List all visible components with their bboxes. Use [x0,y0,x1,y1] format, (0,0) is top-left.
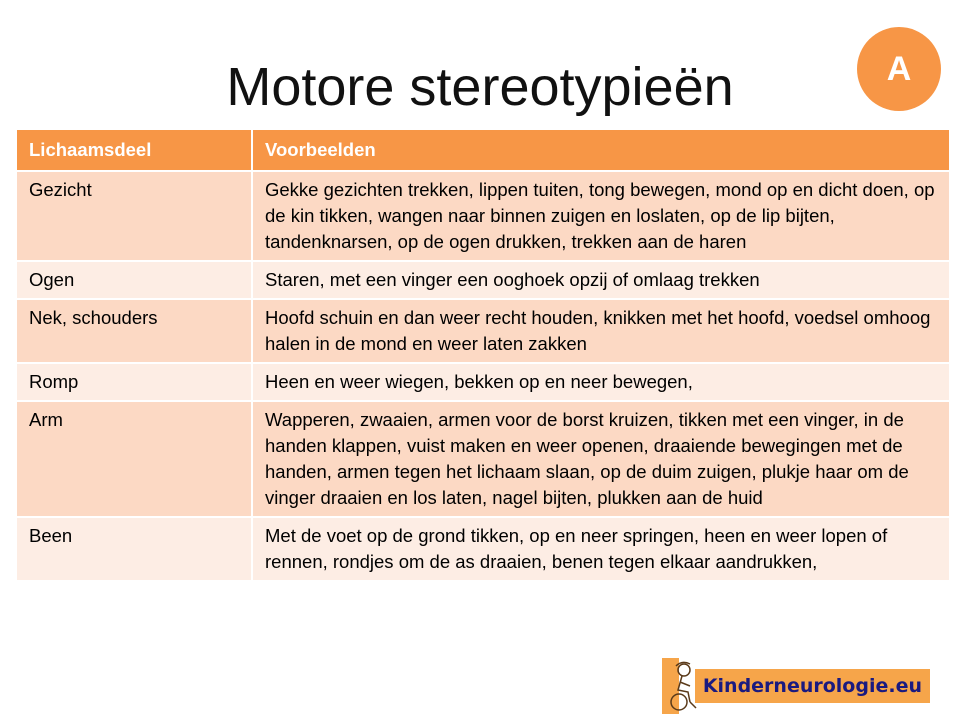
cell-examples: Staren, met een vinger een ooghoek opzij of omlaag trekken [252,261,949,299]
table-row [17,401,949,517]
logo-text: Kinderneurologie.eu [695,669,930,703]
table-row [17,171,949,261]
cell-examples: Hoofd schuin en dan weer recht houden, knikken met het hoofd, voedsel omhoog halen in de mond en weer laten zakken [252,299,949,363]
cell-body-part: Romp [17,363,252,401]
cell-examples: Wapperen, zwaaien, armen voor de borst kruizen, tikken met een vinger, in de handen klappen, vuist maken en weer openen, draaiende bewegingen met de handen, armen tegen het lichaam slaan, op de duim zuigen, plukje haar om de vinger draaien en los laten, nagel bijten, plukken aan de huid [252,401,949,517]
cell-body-part: Been [17,517,252,580]
cell-body-part: Gezicht [17,171,252,261]
table-row [17,363,949,401]
slide-badge: A [857,27,941,111]
table-header-row [17,130,949,171]
header-body-part: Lichaamsdeel [17,130,252,171]
table-row [17,299,949,363]
table-row [17,261,949,299]
cell-body-part: Ogen [17,261,252,299]
slide-title: Motore stereotypieën [226,57,734,117]
child-wheelchair-icon [662,658,679,714]
cell-examples: Heen en weer wiegen, bekken op en neer bewegen, [252,363,949,401]
cell-body-part: Arm [17,401,252,517]
header-examples: Voorbeelden [252,130,949,171]
stereotypies-table [17,130,949,580]
cell-examples: Gekke gezichten trekken, lippen tuiten, tong bewegen, mond op en dicht doen, op de kin tikken, wangen naar binnen zuigen en loslaten, op de lip bijten, tandenknarsen, op de ogen drukken, trekken aan de haren [252,171,949,261]
kinderneurologie-logo [662,658,930,714]
table-row [17,517,949,580]
cell-examples: Met de voet op de grond tikken, op en neer springen, heen en weer lopen of rennen, rondjes om de as draaien, benen tegen elkaar aandrukken, [252,517,949,580]
cell-body-part: Nek, schouders [17,299,252,363]
